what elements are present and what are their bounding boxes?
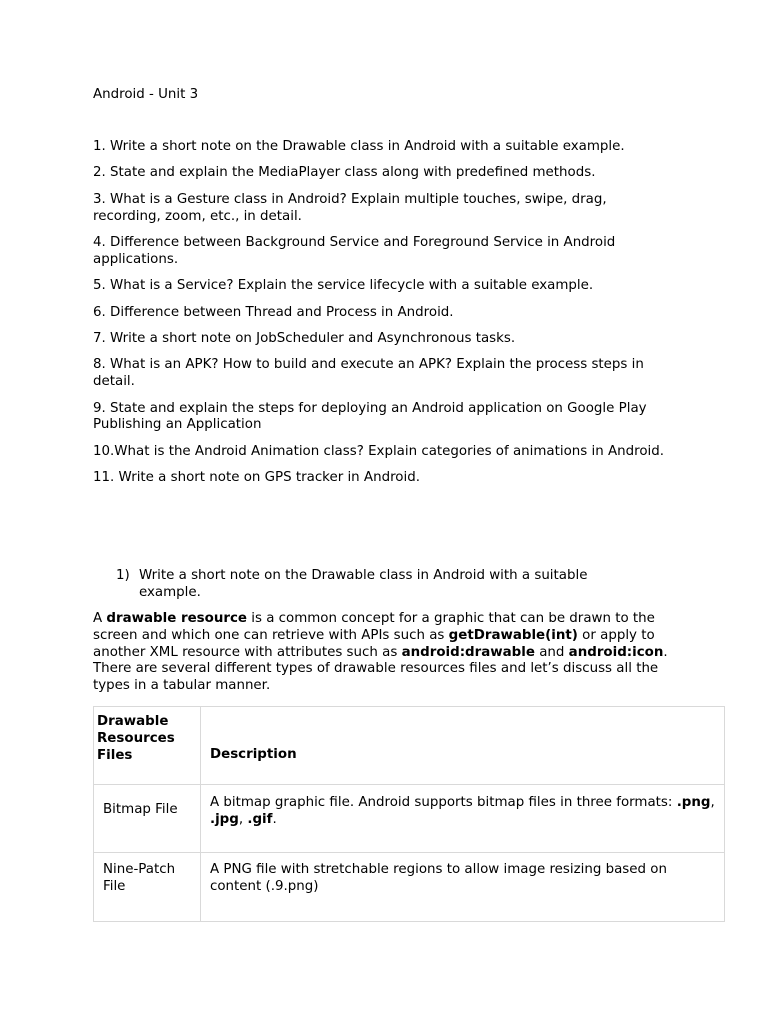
question-item: 1. Write a short note on the Drawable class in Android with a suitable example.: [93, 139, 625, 154]
document-title: Android - Unit 3: [93, 87, 199, 102]
intro-text: and: [534, 644, 569, 660]
answer-question-text: Write a short note on the Drawable class in Android with a suitable example.: [139, 568, 588, 600]
table-header-description: Description: [201, 707, 725, 785]
answer-heading: [116, 568, 616, 602]
table-header-row: [94, 707, 725, 785]
question-item: 11. Write a short note on GPS tracker in Android.: [93, 470, 420, 486]
question-item: 3. What is a Gesture class in Android? Explain multiple touches, swipe, drag, recording, zoom, etc., in detail.: [93, 191, 607, 224]
separator: ,: [710, 795, 715, 810]
table-header-files: Drawable Resources Files: [94, 707, 201, 785]
table-cell-name: Bitmap File: [94, 785, 201, 853]
question-item: 5. What is a Service? Explain the service lifecycle with a suitable example.: [93, 278, 594, 294]
drawable-resources-table: [93, 706, 725, 922]
question-list: [93, 139, 673, 496]
question-item: 10.What is the Android Animation class? Explain categories of animations in Android.: [93, 443, 664, 459]
intro-bold-term: drawable resource: [106, 611, 247, 626]
separator: ,: [238, 811, 248, 827]
question-item: 8. What is an APK? How to build and execute an APK? Explain the process steps in detail.: [93, 357, 644, 390]
description-text: A bitmap graphic file. Android supports bitmap files in three formats:: [210, 795, 677, 810]
intro-bold-term: android:drawable: [401, 644, 535, 660]
question-item: 9. State and explain the steps for deploying an Android application on Google Play Publishing an Application: [93, 400, 647, 433]
intro-text: . There are several different types of drawable resources files and let’s discuss all the types in a tabular manner.: [93, 644, 668, 694]
intro-text: A: [93, 611, 107, 626]
intro-text: is a common concept for a graphic that can be drawn to the screen and which one can retrieve with APIs such as: [93, 611, 655, 643]
question-item: 6. Difference between Thread and Process in Android.: [93, 304, 454, 320]
table-row: [94, 785, 725, 853]
format-jpg: .jpg: [210, 811, 239, 827]
question-item: 7. Write a short note on JobScheduler and Asynchronous tasks.: [93, 330, 516, 346]
intro-bold-term: android:icon: [568, 644, 664, 660]
format-gif: .gif: [247, 811, 273, 827]
question-item: 4. Difference between Background Service and Foreground Service in Android applications.: [93, 234, 616, 267]
format-png: .png: [676, 795, 711, 810]
intro-bold-term: getDrawable(int): [448, 627, 578, 643]
answer-number: 1): [116, 568, 130, 583]
description-text: .: [272, 811, 277, 827]
table-cell-description: A PNG file with stretchable regions to allow image resizing based on content (.9.png): [201, 853, 725, 922]
table-cell-name: Nine-Patch File: [94, 853, 201, 922]
question-item: 2. State and explain the MediaPlayer class along with predefined methods.: [93, 165, 596, 181]
intro-paragraph: [93, 611, 673, 695]
table-row: [94, 853, 725, 922]
intro-text: or apply to another XML resource with attributes such as: [93, 627, 655, 660]
table-cell-description: [201, 785, 725, 853]
